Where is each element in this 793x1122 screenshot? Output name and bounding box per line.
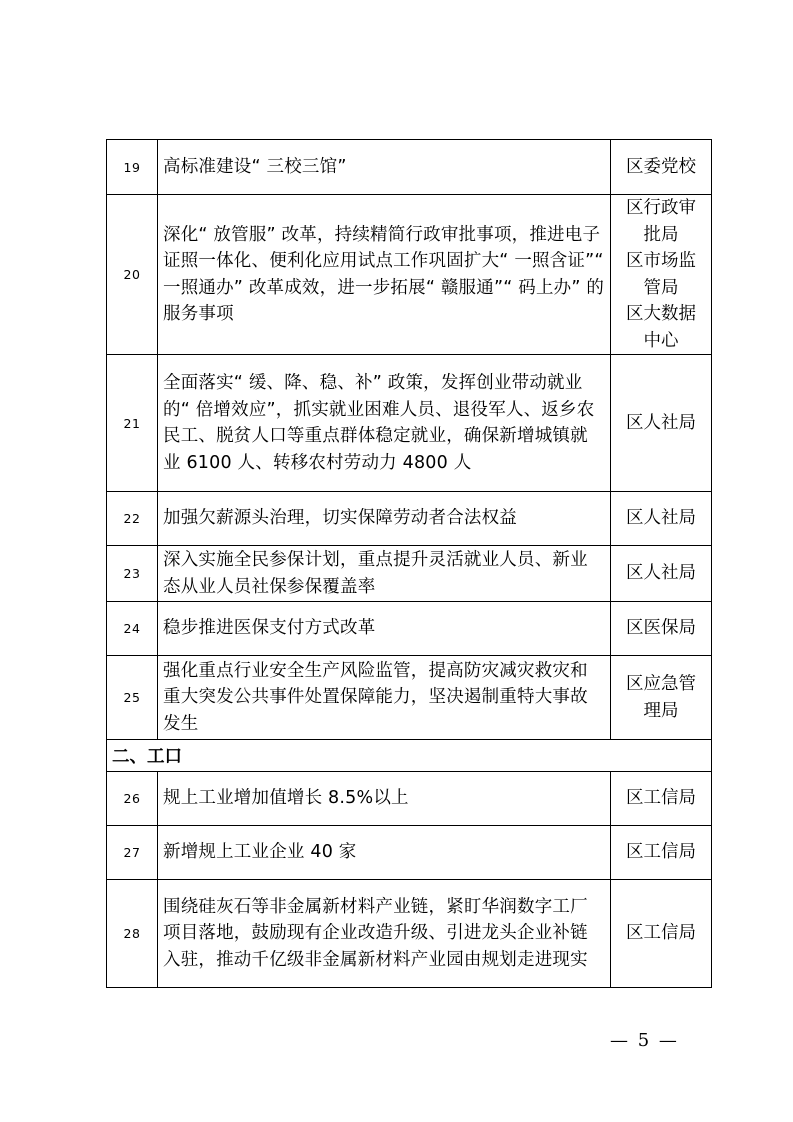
department-line: 区工信局 (626, 923, 696, 944)
row-number: 26 (107, 772, 158, 826)
row-department (611, 826, 712, 880)
row-content: 强化重点行业安全生产风险监管，提高防灾减灾救灾和重大突发公共事件处置保障能力，坚决遏制重特大事故发生 (158, 656, 611, 740)
department-line: 区医保局 (626, 618, 696, 639)
section-row (107, 740, 712, 772)
row-content: 新增规上工业企业 40 家 (158, 826, 611, 880)
row-department (611, 492, 712, 546)
row-content: 规上工业增加值增长 8.5%以上 (158, 772, 611, 826)
row-content: 稳步推进医保支付方式改革 (158, 602, 611, 656)
row-number: 24 (107, 602, 158, 656)
department-line: 区行政审 (626, 198, 696, 218)
row-department (611, 355, 712, 492)
row-content: 深化“ 放管服” 改革，持续精简行政审批事项，推进电子证照一体化、便利化应用试点工作巩固扩大“ 一照含证”“ 一照通办” 改革成效，进一步拓展“ 赣服通”“ 码上办” 的服务事项 (158, 195, 611, 355)
row-number: 22 (107, 492, 158, 546)
row-department (611, 602, 712, 656)
row-number: 27 (107, 826, 158, 880)
department-line: 区人社局 (626, 508, 696, 529)
department-line: 区应急管 (626, 674, 696, 694)
row-content: 加强欠薪源头治理，切实保障劳动者合法权益 (158, 492, 611, 546)
row-department (611, 140, 712, 195)
department-line: 理局 (643, 700, 679, 721)
task-table (106, 139, 712, 988)
department-line: 区人社局 (626, 563, 696, 584)
department-line: 区市场监 (626, 251, 696, 271)
department-line: 区工信局 (626, 788, 696, 809)
table-row (107, 826, 712, 880)
table-row (107, 355, 712, 492)
row-department (611, 546, 712, 602)
table-row (107, 656, 712, 740)
table-row (107, 195, 712, 355)
row-number: 25 (107, 656, 158, 740)
table-row (107, 602, 712, 656)
row-content: 深入实施全民参保计划，重点提升灵活就业人员、新业态从业人员社保参保覆盖率 (158, 546, 611, 602)
table-row (107, 772, 712, 826)
row-number: 28 (107, 880, 158, 988)
row-number: 23 (107, 546, 158, 602)
table-row (107, 546, 712, 602)
department-line: 区人社局 (626, 412, 696, 433)
table-row (107, 880, 712, 988)
row-content: 高标准建设“ 三校三馆” (158, 140, 611, 195)
row-number: 19 (107, 140, 158, 195)
row-number: 20 (107, 195, 158, 355)
row-department (611, 880, 712, 988)
department-line: 区大数据 (626, 304, 696, 324)
page-number: — 5 — (610, 1030, 679, 1051)
department-line: 中心 (643, 330, 679, 351)
table-row (107, 492, 712, 546)
section-heading: 二、工口 (107, 740, 712, 772)
row-department (611, 195, 712, 355)
row-department (611, 772, 712, 826)
row-number: 21 (107, 355, 158, 492)
department-line: 区工信局 (626, 842, 696, 863)
row-content: 全面落实“ 缓、降、稳、补” 政策，发挥创业带动就业的“ 倍增效应”，抓实就业困难人员、退役军人、返乡农民工、脱贫人口等重点群体稳定就业，确保新增城镇就业 6100 人、转移农村劳动力 4800 人 (158, 355, 611, 492)
row-department (611, 656, 712, 740)
department-line: 批局 (643, 224, 679, 245)
department-line: 区委党校 (626, 156, 696, 177)
row-content: 围绕硅灰石等非金属新材料产业链，紧盯华润数字工厂项目落地，鼓励现有企业改造升级、引进龙头企业补链入驻，推动千亿级非金属新材料产业园由规划走进现实 (158, 880, 611, 988)
table-row (107, 140, 712, 195)
department-line: 管局 (643, 277, 679, 298)
